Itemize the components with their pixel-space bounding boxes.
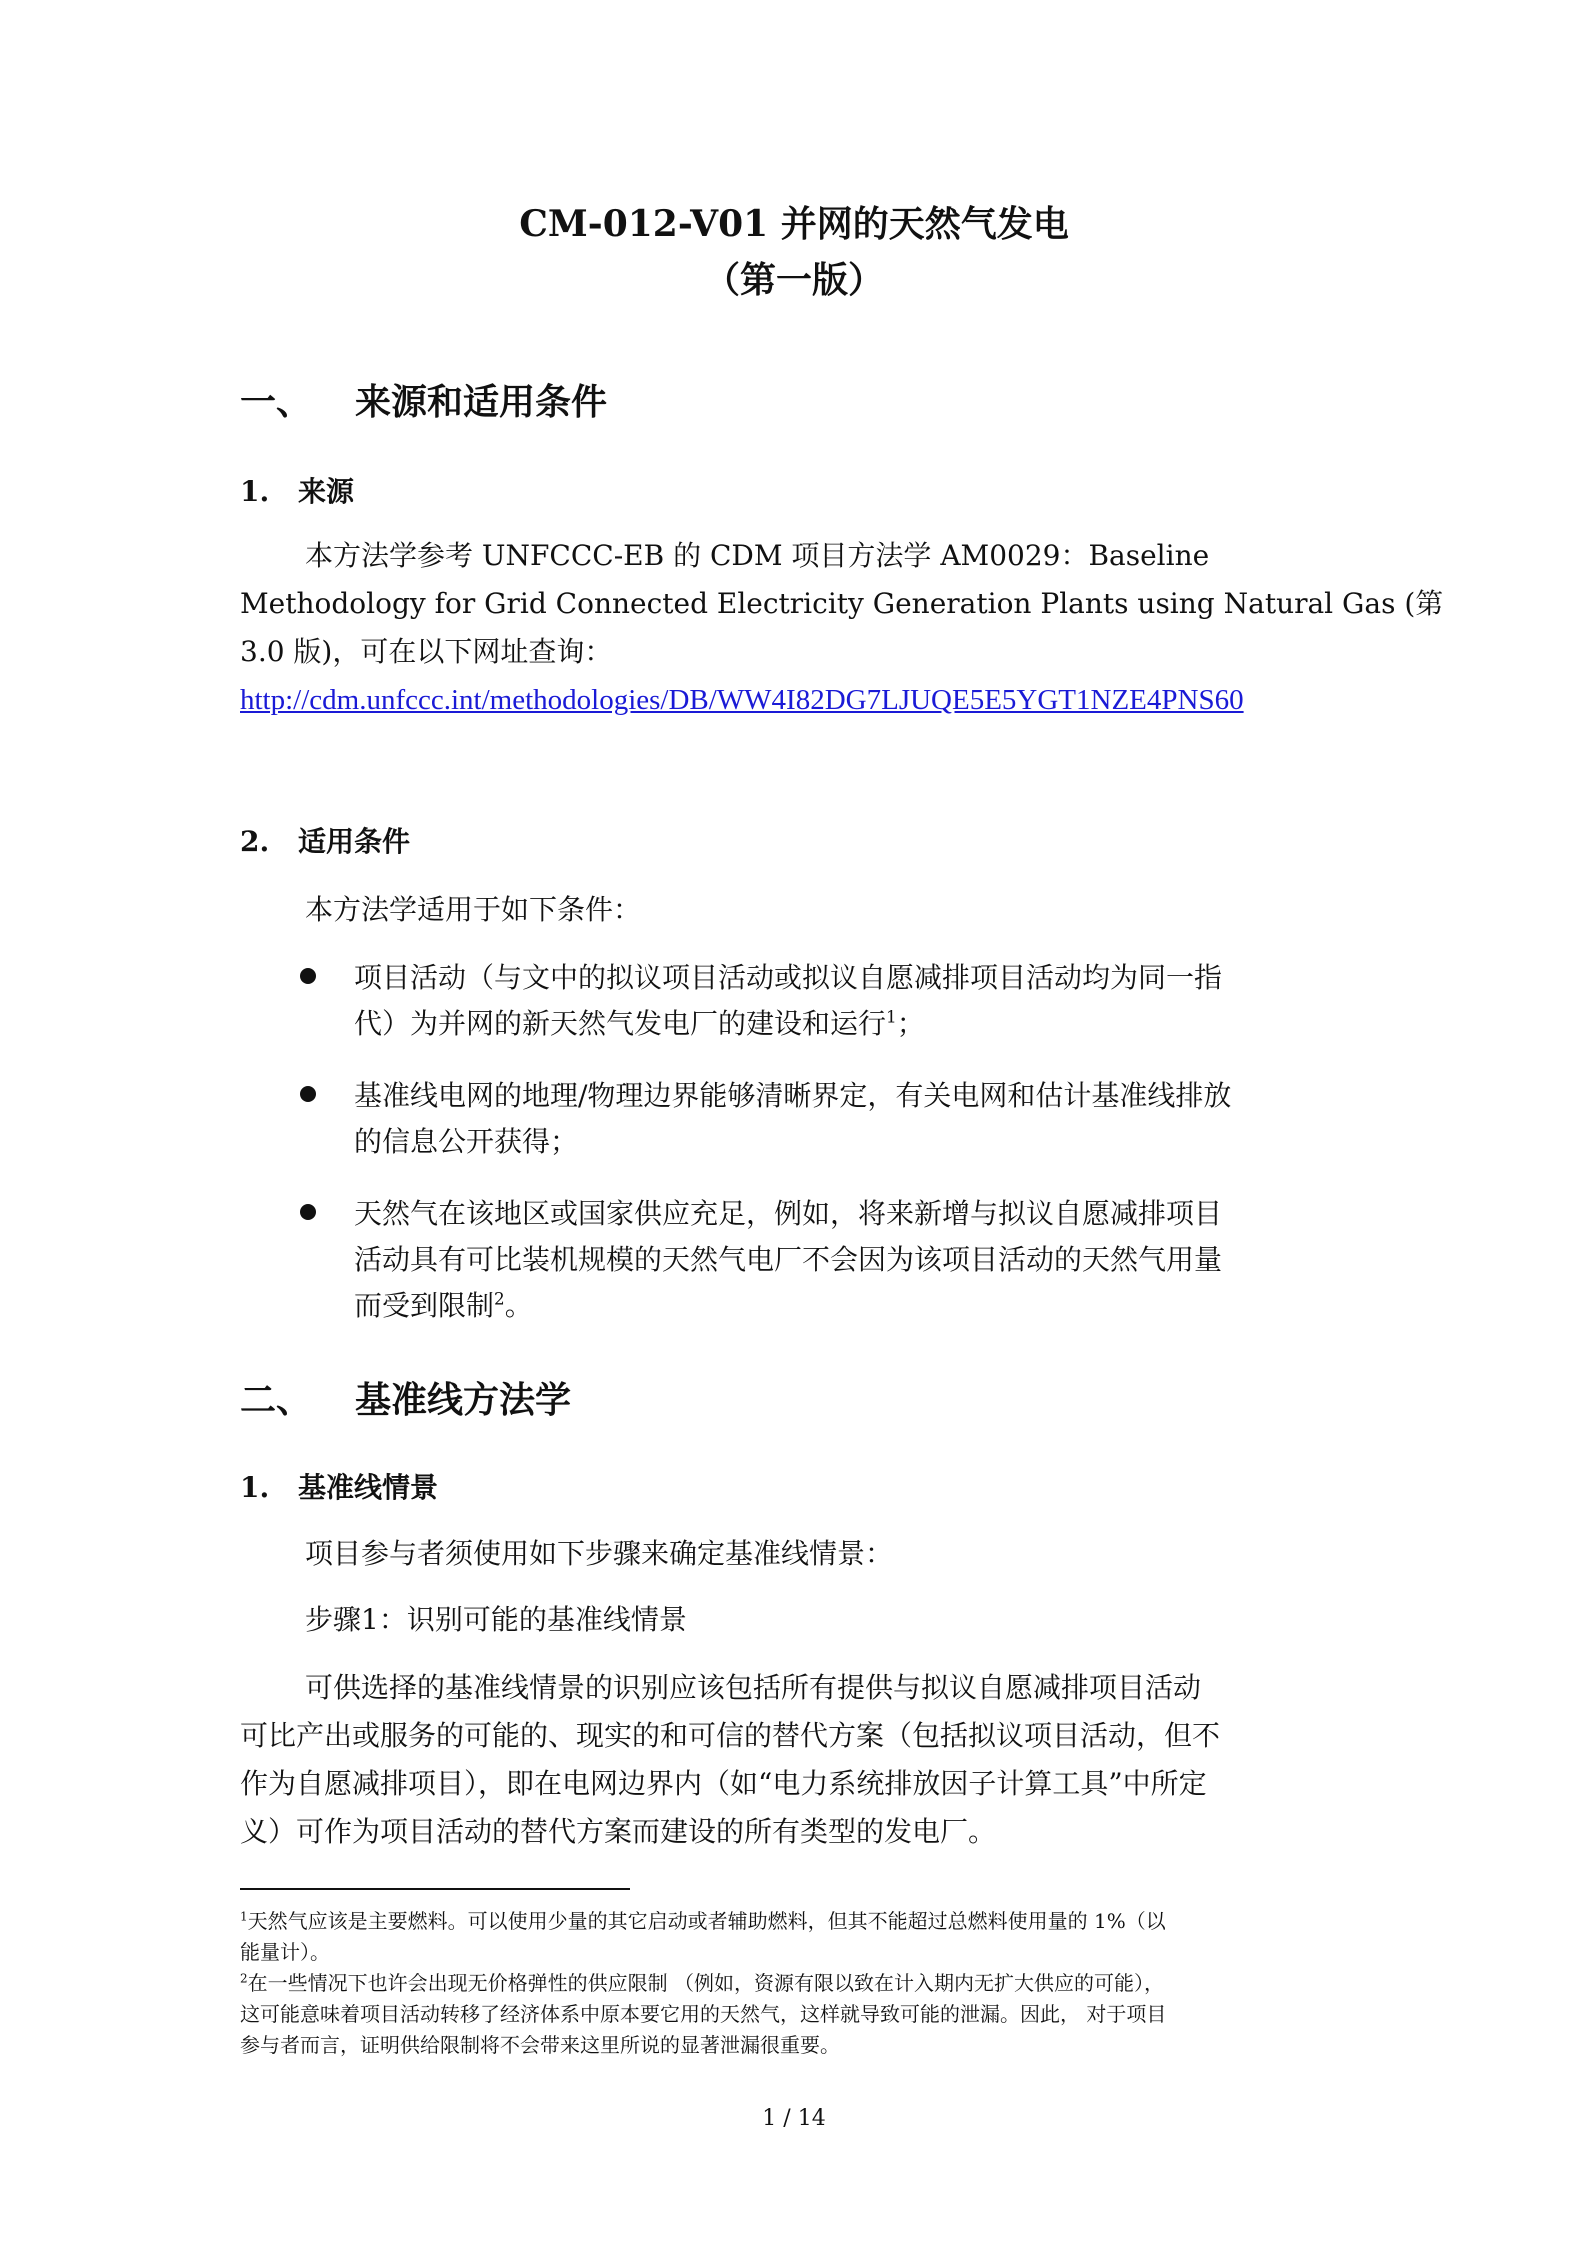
footnote-2-line: 这可能意味着项目活动转移了经济体系中原本要它用的天然气，这样就导致可能的泄漏。因此， 对于项目 xyxy=(240,2002,1167,2026)
bullet-line: 天然气在该地区或国家供应充足，例如，将来新增与拟议自愿减排项目 xyxy=(354,1197,1223,1230)
document-title: CM-012-V01 并网的天然气发电 xyxy=(519,203,1069,245)
bullet-tail: 。 xyxy=(504,1289,533,1322)
bullet-icon xyxy=(300,1086,316,1102)
bullet-line xyxy=(354,1000,925,1048)
footnote-2-line xyxy=(240,1968,1164,1999)
paragraph-line: 可供选择的基准线情景的识别应该包括所有提供与拟议自愿减排项目活动 xyxy=(305,1671,1202,1704)
document-version: （第一版） xyxy=(703,259,884,301)
bullet-line: 活动具有可比装机规模的天然气电厂不会因为该项目活动的天然气用量 xyxy=(354,1243,1223,1276)
subsection-heading-applicability xyxy=(240,820,410,860)
section-number: 二、 xyxy=(240,1379,313,1421)
bullet-line: 基准线电网的地理/物理边界能够清晰界定，有关电网和估计基准线排放 xyxy=(354,1079,1232,1112)
footnote-divider xyxy=(240,1888,630,1890)
section-number: 一、 xyxy=(240,381,313,423)
footnote-ref[interactable]: 2 xyxy=(494,1288,505,1309)
bullet-tail: ； xyxy=(896,1007,925,1040)
section-title: 来源和适用条件 xyxy=(355,381,608,423)
subsection-title: 基准线情景 xyxy=(298,1471,439,1504)
paragraph-line: 可比产出或服务的可能的、现实的和可信的替代方案（包括拟议项目活动，但不 xyxy=(240,1719,1221,1752)
section-heading-1 xyxy=(240,374,607,425)
paragraph-line: 项目参与者须使用如下步骤来确定基准线情景： xyxy=(305,1537,894,1570)
subsection-number: 2. xyxy=(240,825,270,858)
bullet-line xyxy=(354,1282,533,1330)
subsection-title: 适用条件 xyxy=(298,825,411,858)
bullet-icon xyxy=(300,1204,316,1220)
bullet-text: 而受到限制 xyxy=(354,1289,495,1322)
paragraph-line: Methodology for Grid Connected Electricity Generation Plants using Natural Gas (第 xyxy=(240,587,1444,620)
footnote-1-line: 能量计）。 xyxy=(240,1940,330,1964)
bullet-line: 的信息公开获得； xyxy=(354,1125,579,1158)
section-heading-2 xyxy=(240,1372,571,1423)
footnote-ref[interactable]: 1 xyxy=(886,1006,897,1027)
subsection-number: 1. xyxy=(240,1471,270,1504)
methodology-link[interactable]: http://cdm.unfccc.int/methodologies/DB/WW4I82DG7LJUQE5E5YGT1NZE4PNS60 xyxy=(240,684,1244,716)
footnote-2-line: 参与者而言，证明供给限制将不会带来这里所说的显著泄漏很重要。 xyxy=(240,2033,840,2057)
paragraph-line: 本方法学适用于如下条件： xyxy=(305,893,642,926)
section-title: 基准线方法学 xyxy=(355,1379,572,1421)
footnote-1-line xyxy=(240,1906,1166,1937)
footnote-text: 在一些情况下也许会出现无价格弹性的供应限制 （例如，资源有限以致在计入期内无扩大供应的可能）， xyxy=(247,1971,1164,1995)
step-heading: 步骤1：识别可能的基准线情景 xyxy=(305,1603,687,1636)
bullet-icon xyxy=(300,968,316,984)
subsection-heading-source xyxy=(240,470,354,510)
footnote-mark: 2 xyxy=(240,1971,248,1986)
paragraph-line: 3.0 版)，可在以下网址查询： xyxy=(240,635,613,668)
paragraph-line: 义）可作为项目活动的替代方案而建设的所有类型的发电厂。 xyxy=(240,1815,997,1848)
paragraph-line: 本方法学参考 UNFCCC-EB 的 CDM 项目方法学 AM0029：Baseline xyxy=(305,539,1210,572)
paragraph-line: 作为自愿减排项目），即在电网边界内（如“电力系统排放因子计算工具”中所定 xyxy=(240,1767,1207,1800)
bullet-text: 代）为并网的新天然气发电厂的建设和运行 xyxy=(354,1007,887,1040)
footnote-text: 天然气应该是主要燃料。可以使用少量的其它启动或者辅助燃料，但其不能超过总燃料使用量的 1%（以 xyxy=(247,1909,1166,1933)
subsection-heading-baseline xyxy=(240,1466,438,1506)
page-number: 1 / 14 xyxy=(762,2106,826,2131)
footnote-mark: 1 xyxy=(240,1909,248,1924)
bullet-line: 项目活动（与文中的拟议项目活动或拟议自愿减排项目活动均为同一指 xyxy=(354,961,1223,994)
subsection-number: 1. xyxy=(240,475,270,508)
subsection-title: 来源 xyxy=(298,475,355,508)
